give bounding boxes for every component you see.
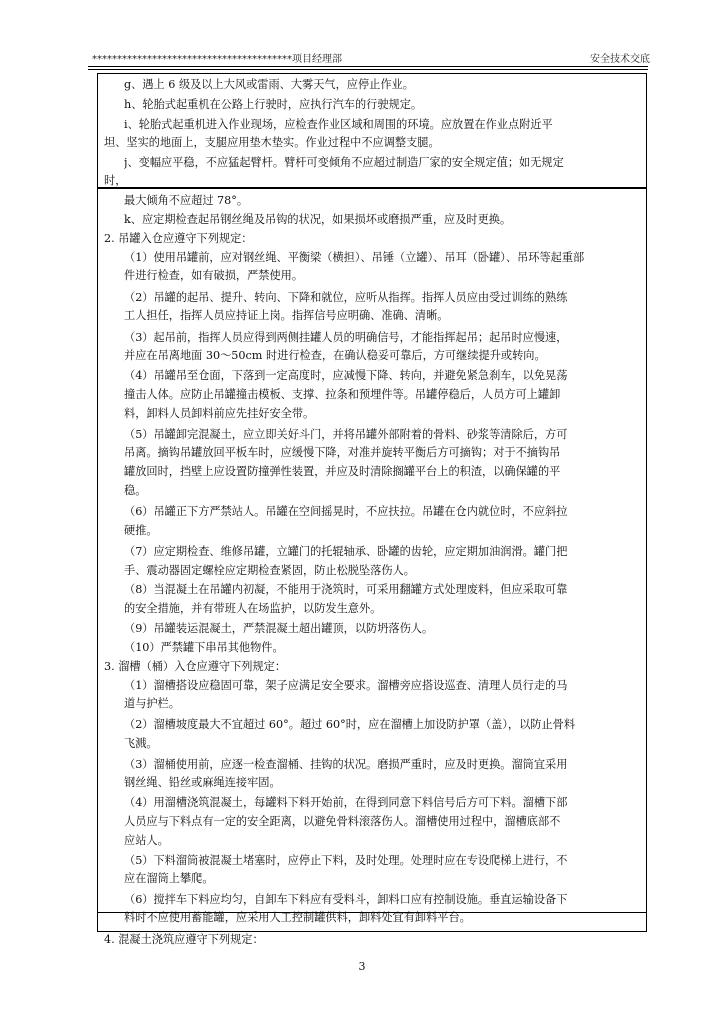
text-line: 人员应与下料点有一定的安全距离，以避免骨料滚落伤人。溜槽使用过程中，溜槽底部不: [124, 815, 561, 828]
text-line: 料时不应使用蓄能罐，应采用人工控制罐供料，卸料处宜有卸料平台。: [124, 911, 471, 924]
text-line: 撞击人体。应防止吊罐撞击模板、支撑、拉条和预埋件等。吊罐停稳后，人员方可上罐卸: [124, 388, 561, 401]
text-line: i、轮胎式起重机进入作业现场，应检查作业区域和周围的环境。应放置在作业点附近平: [124, 118, 553, 131]
text-line: g、遇上 6 级及以上大风或雷雨、大雾天气，应停止作业。: [124, 78, 414, 91]
text-line: 并应在吊离地面 30～50cm 时进行检查，在确认稳妥可靠后，方可继续提升或转向。: [124, 349, 546, 362]
text-line: （9）吊罐装运混凝土，严禁混凝土超出罐顶，以防坍落伤人。: [124, 622, 434, 635]
text-line: 罐放回时，挡壁上应设置防撞弹性装置，并应及时清除搁罐平台上的积渣，以确保罐的平: [124, 465, 561, 478]
text-line: （8）当混凝土在吊罐内初凝，不能用于浇筑时，可采用翻罐方式处理废料，但应采取可靠: [124, 583, 568, 596]
text-line: 手、震动器固定螺栓应定期检查紧固，防止松脱坠落伤人。: [124, 564, 415, 577]
header-left-text: ****************************************项目经理部: [92, 54, 342, 65]
text-line: （5）吊罐卸完混凝土，应立即关好斗门，并将吊罐外部附着的骨料、砂浆等清除后，方可: [124, 428, 568, 441]
text-line: （5）下料溜筒被混凝土堵塞时，应停止下料，及时处理。处理时应在专设爬梯上进行，不: [124, 854, 568, 867]
text-line: h、轮胎式起重机在公路上行驶时，应执行汽车的行驶规定。: [124, 98, 423, 111]
page-number: 3: [358, 960, 366, 973]
text-line: 工人担任，指挥人员应持证上岗。指挥信号应明确、准确、清晰。: [124, 309, 449, 322]
text-line: （4）用溜槽浇筑混凝土，每罐料下料开始前，在得到同意下料信号后方可下料。溜槽下部: [124, 796, 568, 809]
text-line: 料，卸料人员卸料前应先挂好安全带。: [124, 407, 315, 420]
header-rule-top: [88, 66, 648, 67]
text-line: 应站人。: [124, 834, 169, 847]
text-line: 稳。: [124, 484, 147, 497]
text-line: 最大倾角不应超过 78°。: [124, 194, 249, 207]
text-line: 道与护栏。: [124, 697, 180, 710]
text-line: （2）溜槽坡度最大不宜超过 60°。超过 60°时，应在溜槽上加设防护罩（盖），以防止骨料: [124, 718, 576, 731]
text-line: 坦、坚实的地面上，支腿应用垫木垫实。作业过程中不应调整支腿。: [104, 136, 440, 149]
text-line: 的安全措施，并有带班人在场监护，以防发生意外。: [124, 602, 382, 615]
text-line: k、应定期检查起吊钢丝绳及吊钩的状况，如果损坏或磨损严重，应及时更换。: [124, 213, 512, 226]
text-line: （4）吊罐吊至仓面，下落到一定高度时，应减慢下降、转向，并避免紧急刹车，以免晃荡: [124, 369, 568, 382]
text-line: 飞溅。: [124, 737, 158, 750]
text-line: （2）吊罐的起吊、提升、转向、下降和就位，应听从指挥。指挥人员应由受过训练的熟练: [124, 291, 568, 304]
header-right-text: 安全技术交底: [590, 54, 650, 65]
text-line: （3）起吊前，指挥人员应得到两侧挂罐人员的明确信号，才能指挥起吊；起吊时应慢速，: [124, 331, 568, 344]
text-line: 应在溜筒上攀爬。: [124, 872, 214, 885]
text-line: （10）严禁罐下串吊其他物件。: [124, 641, 284, 654]
text-line: 硬推。: [124, 524, 158, 537]
text-line: （3）溜桶使用前，应逐一检查溜桶、挂钩的状况。磨损严重时，应及时更换。溜筒宜采用: [124, 758, 568, 771]
text-line: （6）吊罐正下方严禁站人。吊罐在空间摇晃时，不应扶拉。吊罐在仓内就位时，不应斜拉: [124, 505, 568, 518]
text-line: 吊离。摘钩吊罐放回平板车时，应缓慢下降，对准并旋转平衡后方可摘钩；对于不摘钩吊: [124, 446, 561, 459]
section-heading: 3. 溜槽（桶）入仓应遵守下列规定：: [104, 660, 287, 673]
text-line: （6）搅拌车下料应均匀，自卸车下料应有受料斗，卸料口应有控制设施。垂直运输设备下: [124, 893, 568, 906]
text-line: 钢丝绳、铅丝或麻绳连接牢固。: [124, 776, 281, 789]
text-line: （7）应定期检查、维修吊罐，立罐门的托辊轴承、卧罐的齿轮，应定期加油润滑。罐门把: [124, 545, 568, 558]
text-line: （1）溜槽搭设应稳固可靠，架子应满足安全要求。溜槽旁应搭设巡查、清理人员行走的马: [124, 679, 568, 692]
text-line: 时，: [104, 174, 127, 187]
section-heading: 2. 吊罐入仓应遵守下列规定：: [104, 232, 253, 245]
section-heading: 4. 混凝土浇筑应遵守下列规定：: [104, 933, 264, 946]
header-rule-bottom: [88, 69, 648, 70]
text-line: 件进行检查，如有破损，严禁使用。: [124, 269, 304, 282]
text-line: j、变幅应平稳，不应猛起臂杆。臂杆可变倾角不应超过制造厂家的安全规定值；如无规定: [124, 156, 564, 169]
text-line: （1）使用吊罐前，应对钢丝绳、平衡梁（横担）、吊锤（立罐）、吊耳（卧罐）、吊环等起重部: [124, 251, 585, 264]
